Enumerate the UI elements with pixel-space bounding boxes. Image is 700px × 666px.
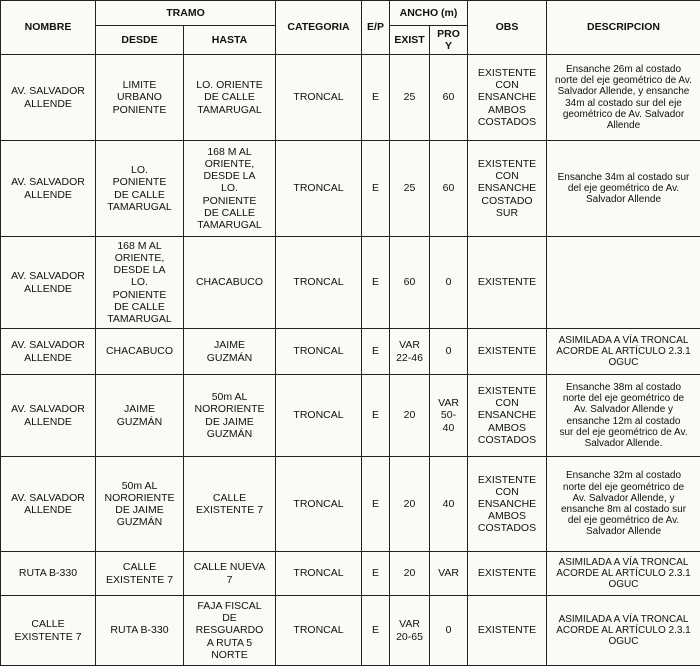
cell-categoria: TRONCAL xyxy=(276,552,362,596)
cell-desde: LO. PONIENTE DE CALLE TAMARUGAL xyxy=(96,141,184,237)
cell-obs: EXISTENTE xyxy=(468,596,547,666)
table-row xyxy=(1,55,700,141)
cell-obs: EXISTENTE CON ENSANCHE AMBOS COSTADOS xyxy=(468,375,547,457)
cell-categoria: TRONCAL xyxy=(276,141,362,237)
cell-descripcion: Ensanche 32m al costado norte del eje geométrico de Av. Salvador Allende, y ensanche 8m al costado sur del eje geométrico de Av. Salvador Allende xyxy=(547,457,700,552)
header-descripcion: DESCRIPCION xyxy=(547,1,700,55)
cell-obs: EXISTENTE xyxy=(468,329,547,375)
cell-descripcion: ASIMILADA A VÍA TRONCAL ACORDE AL ARTÍCULO 2.3.1 OGUC xyxy=(547,329,700,375)
cell-nombre: RUTA B-330 xyxy=(1,552,96,596)
cell-proy: 40 xyxy=(430,457,468,552)
table-row xyxy=(1,375,700,457)
cell-exist: VAR 22-46 xyxy=(390,329,430,375)
cell-hasta: 50m AL NORORIENTE DE JAIME GUZMÁN xyxy=(184,375,276,457)
cell-categoria: TRONCAL xyxy=(276,375,362,457)
cell-proy: 0 xyxy=(430,329,468,375)
cell-desde: JAIME GUZMÁN xyxy=(96,375,184,457)
table-row xyxy=(1,596,700,666)
header-hasta: HASTA xyxy=(184,26,276,55)
cell-nombre: AV. SALVADOR ALLENDE xyxy=(1,457,96,552)
cell-desde: LIMITE URBANO PONIENTE xyxy=(96,55,184,141)
cell-proy: 0 xyxy=(430,237,468,329)
cell-exist: 25 xyxy=(390,55,430,141)
cell-desde: 50m AL NORORIENTE DE JAIME GUZMÁN xyxy=(96,457,184,552)
cell-exist: 25 xyxy=(390,141,430,237)
cell-desde: CHACABUCO xyxy=(96,329,184,375)
cell-nombre: AV. SALVADOR ALLENDE xyxy=(1,329,96,375)
table-row xyxy=(1,141,700,237)
cell-ep: E xyxy=(362,55,390,141)
cell-nombre: AV. SALVADOR ALLENDE xyxy=(1,375,96,457)
cell-proy: 60 xyxy=(430,55,468,141)
cell-categoria: TRONCAL xyxy=(276,596,362,666)
cell-descripcion: Ensanche 34m al costado sur del eje geométrico de Av. Salvador Allende xyxy=(547,141,700,237)
cell-desde: RUTA B-330 xyxy=(96,596,184,666)
cell-hasta: FAJA FISCAL DE RESGUARDO A RUTA 5 NORTE xyxy=(184,596,276,666)
cell-proy: 60 xyxy=(430,141,468,237)
cell-proy: VAR 50- 40 xyxy=(430,375,468,457)
cell-categoria: TRONCAL xyxy=(276,237,362,329)
cell-hasta: CHACABUCO xyxy=(184,237,276,329)
cell-ep: E xyxy=(362,237,390,329)
cell-ep: E xyxy=(362,457,390,552)
header-ancho: ANCHO (m) xyxy=(390,1,468,26)
cell-hasta: 168 M AL ORIENTE, DESDE LA LO. PONIENTE DE CALLE TAMARUGAL xyxy=(184,141,276,237)
cell-ep: E xyxy=(362,596,390,666)
cell-nombre: AV. SALVADOR ALLENDE xyxy=(1,237,96,329)
cell-descripcion: ASIMILADA A VÍA TRONCAL ACORDE AL ARTÍCULO 2.3.1 OGUC xyxy=(547,596,700,666)
cell-categoria: TRONCAL xyxy=(276,457,362,552)
cell-exist: VAR 20-65 xyxy=(390,596,430,666)
cell-nombre: CALLE EXISTENTE 7 xyxy=(1,596,96,666)
cell-exist: 20 xyxy=(390,457,430,552)
cell-nombre: AV. SALVADOR ALLENDE xyxy=(1,141,96,237)
cell-descripcion xyxy=(547,237,700,329)
header-nombre: NOMBRE xyxy=(1,1,96,55)
cell-obs: EXISTENTE xyxy=(468,552,547,596)
cell-obs: EXISTENTE CON ENSANCHE AMBOS COSTADOS xyxy=(468,55,547,141)
cell-hasta: CALLE NUEVA 7 xyxy=(184,552,276,596)
cell-desde: 168 M AL ORIENTE, DESDE LA LO. PONIENTE DE CALLE TAMARUGAL xyxy=(96,237,184,329)
table-row xyxy=(1,329,700,375)
cell-ep: E xyxy=(362,552,390,596)
cell-descripcion: Ensanche 38m al costado norte del eje geométrico de Av. Salvador Allende y ensanche 12m al costado sur del eje geométrico de Av. Salvador Allende. xyxy=(547,375,700,457)
header-categoria: CATEGORIA xyxy=(276,1,362,55)
cell-hasta: LO. ORIENTE DE CALLE TAMARUGAL xyxy=(184,55,276,141)
cell-categoria: TRONCAL xyxy=(276,329,362,375)
cell-exist: 60 xyxy=(390,237,430,329)
header-ep: E/P xyxy=(362,1,390,55)
cell-ep: E xyxy=(362,141,390,237)
cell-ep: E xyxy=(362,375,390,457)
header-exist: EXIST xyxy=(390,26,430,55)
cell-obs: EXISTENTE xyxy=(468,237,547,329)
table-row xyxy=(1,552,700,596)
cell-exist: 20 xyxy=(390,375,430,457)
cell-hasta: JAIME GUZMÁN xyxy=(184,329,276,375)
cell-ep: E xyxy=(362,329,390,375)
cell-hasta: CALLE EXISTENTE 7 xyxy=(184,457,276,552)
cell-nombre: AV. SALVADOR ALLENDE xyxy=(1,55,96,141)
cell-proy: 0 xyxy=(430,596,468,666)
cell-categoria: TRONCAL xyxy=(276,55,362,141)
table-row xyxy=(1,237,700,329)
cell-descripcion: Ensanche 26m al costado norte del eje geométrico de Av. Salvador Allende, y ensanche 34m al costado sur del eje geométrico de Av. Salvador Allende xyxy=(547,55,700,141)
cell-proy: VAR xyxy=(430,552,468,596)
header-desde: DESDE xyxy=(96,26,184,55)
cell-desde: CALLE EXISTENTE 7 xyxy=(96,552,184,596)
cell-obs: EXISTENTE CON ENSANCHE AMBOS COSTADOS xyxy=(468,457,547,552)
cell-descripcion: ASIMILADA A VÍA TRONCAL ACORDE AL ARTÍCULO 2.3.1 OGUC xyxy=(547,552,700,596)
table-row xyxy=(1,457,700,552)
header-proy: PRO Y xyxy=(430,26,468,55)
header-obs: OBS xyxy=(468,1,547,55)
cell-obs: EXISTENTE CON ENSANCHE COSTADO SUR xyxy=(468,141,547,237)
cell-exist: 20 xyxy=(390,552,430,596)
header-tramo: TRAMO xyxy=(96,1,276,26)
